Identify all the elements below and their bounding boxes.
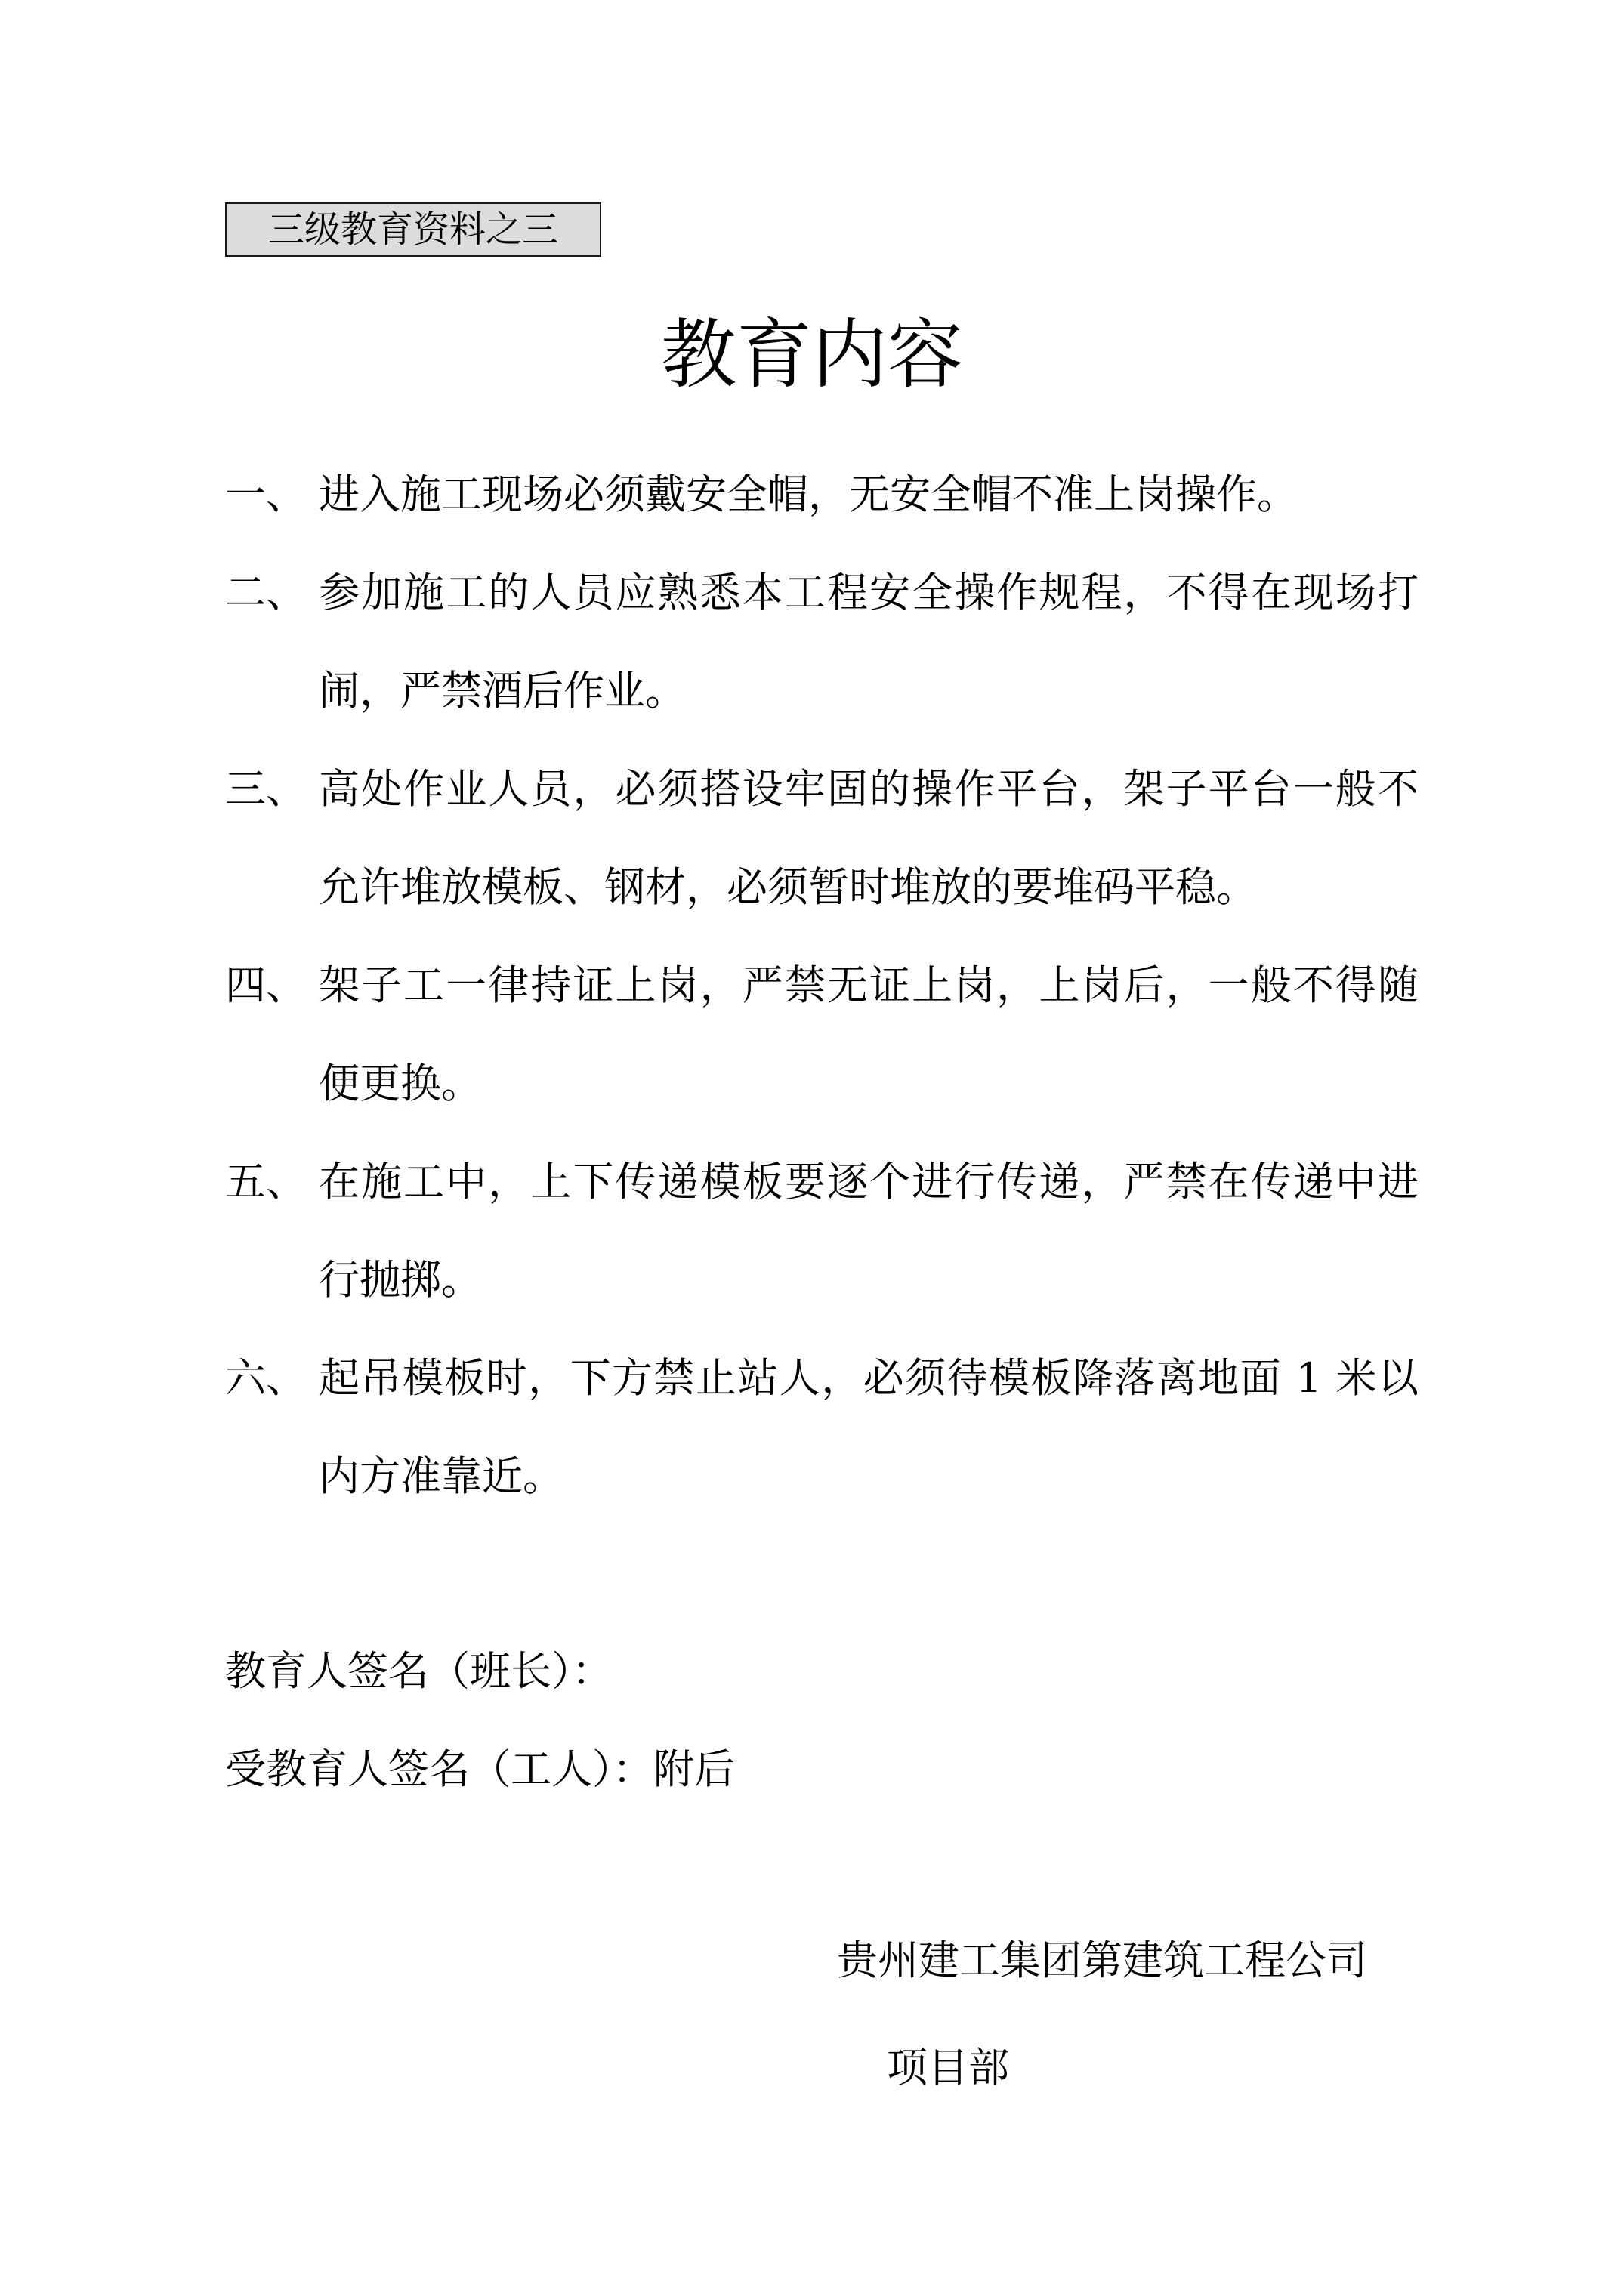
rule-text: 进入施工现场必须戴安全帽，无安全帽不准上岗操作。 [319, 471, 1298, 518]
rule-item [225, 446, 1419, 544]
rule-number: 六、 [225, 1354, 307, 1402]
signature-section [225, 1622, 735, 1819]
rule-number: 二、 [225, 569, 307, 616]
rule-item [225, 937, 1419, 1133]
rule-item [225, 1133, 1419, 1329]
rule-number: 五、 [225, 1158, 307, 1205]
rules-list [225, 446, 1419, 1526]
educatee-signature-line: 受教育人签名（工人）：附后 [225, 1745, 735, 1793]
rule-text: 架子工一律持证上岗，严禁无证上岗，上岗后，一般不得随便更换。 [319, 961, 1419, 1107]
rule-item [225, 1329, 1419, 1526]
department-name: 项目部 [887, 2044, 1009, 2091]
rule-number: 四、 [225, 961, 307, 1009]
rule-text: 起吊模板时，下方禁止站人，必须待模板降落离地面 1 米以内方准靠近。 [319, 1354, 1419, 1500]
rule-text: 高处作业人员，必须搭设牢固的操作平台，架子平台一般不允许堆放模板、钢材，必须暂时堆放的要堆码平稳。 [319, 765, 1419, 911]
rule-item [225, 740, 1419, 937]
rule-number: 三、 [225, 765, 307, 813]
company-name: 贵州建工集团第建筑工程公司 [837, 1937, 1367, 1984]
rule-text: 参加施工的人员应熟悉本工程安全操作规程，不得在现场打闹，严禁酒后作业。 [319, 569, 1419, 714]
document-label-box: 三级教育资料之三 [225, 202, 601, 257]
document-title: 教育内容 [661, 310, 963, 399]
rule-item [225, 544, 1419, 740]
rule-number: 一、 [225, 471, 307, 518]
rule-text: 在施工中，上下传递模板要逐个进行传递，严禁在传递中进行抛掷。 [319, 1158, 1419, 1304]
educator-signature-line: 教育人签名（班长）： [225, 1647, 613, 1695]
